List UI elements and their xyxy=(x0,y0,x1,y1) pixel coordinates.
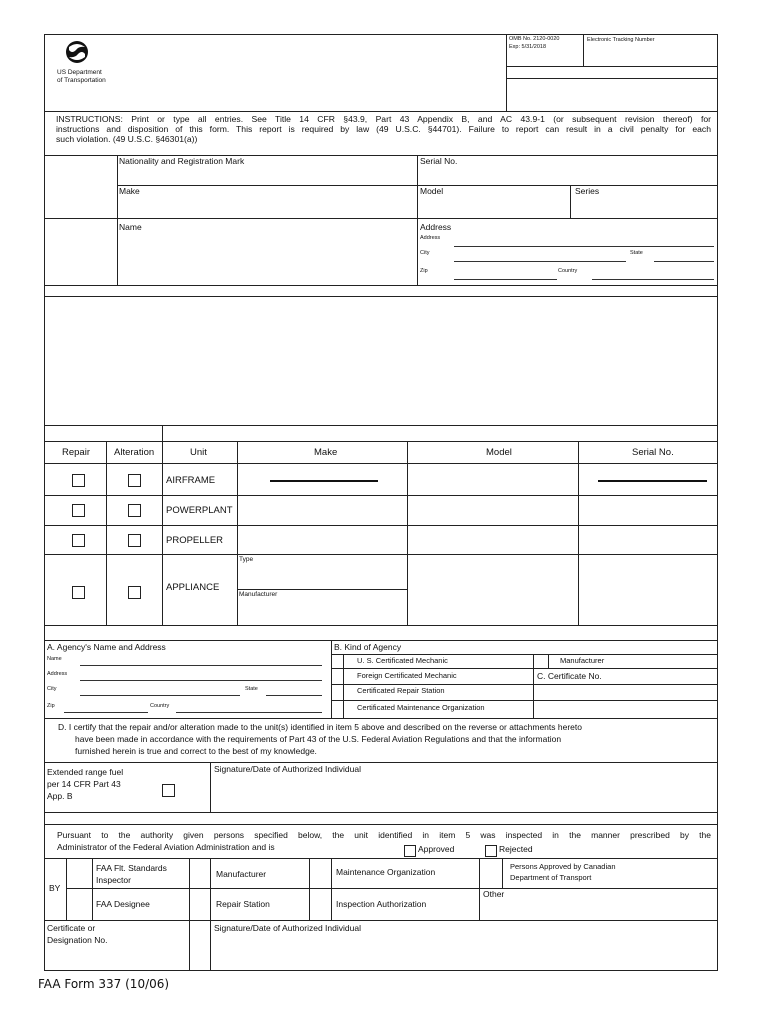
agency-address-field[interactable] xyxy=(80,680,322,681)
approval-faa-designee: FAA Designee xyxy=(96,899,150,909)
faa-flt-line1: FAA Flt. Standards xyxy=(96,863,167,873)
kind-repair-station-checkbox[interactable] xyxy=(332,685,342,699)
header-repair: Repair xyxy=(62,447,90,458)
certify-line2: have been made in accordance with the requirements of Part 43 of the U.S. Federal Aviation Regulations and that the information xyxy=(75,734,562,744)
canadian-checkbox[interactable] xyxy=(480,859,501,887)
agency-name-label: Name xyxy=(47,656,62,662)
unit-airframe: AIRFRAME xyxy=(166,475,216,486)
kind-us-mechanic-checkbox[interactable] xyxy=(332,655,342,667)
nationality-field[interactable] xyxy=(118,167,416,184)
agency-line1: US Department xyxy=(57,69,102,76)
owner-zip-field[interactable] xyxy=(454,279,557,280)
owner-address-field[interactable] xyxy=(454,246,714,247)
serial-field[interactable] xyxy=(418,167,717,184)
powerplant-alteration-checkbox[interactable] xyxy=(128,504,141,517)
owner-address-title: Address xyxy=(420,222,452,232)
header-alteration: Alteration xyxy=(114,447,155,458)
cert-designation-field[interactable] xyxy=(45,946,188,970)
owner-state-field[interactable] xyxy=(654,261,714,262)
cert-designation-line2: Designation No. xyxy=(47,935,108,945)
kind-us-mechanic: U. S. Certificated Mechanic xyxy=(357,656,448,665)
tracking-number-field[interactable] xyxy=(584,45,716,65)
header-serial: Serial No. xyxy=(632,447,674,458)
propeller-repair-checkbox[interactable] xyxy=(72,534,85,547)
rejected-checkbox[interactable] xyxy=(485,845,497,857)
model-label: Model xyxy=(420,186,444,196)
header-model: Model xyxy=(486,447,512,458)
owner-name-label: Name xyxy=(119,222,142,232)
other-field[interactable] xyxy=(481,900,717,919)
fuel-line3: App. B xyxy=(47,791,73,801)
rejected-label: Rejected xyxy=(499,844,533,854)
blank-section[interactable] xyxy=(45,297,717,424)
dot-logo-icon xyxy=(63,38,91,66)
agency-state-label: State xyxy=(245,686,258,692)
approval-repair-station: Repair Station xyxy=(216,899,270,909)
appliance-repair-checkbox[interactable] xyxy=(72,586,85,599)
agency-city-label: City xyxy=(47,686,57,692)
series-label: Series xyxy=(575,186,600,196)
owner-country-field[interactable] xyxy=(592,279,714,280)
instructions: INSTRUCTIONS: Print or type all entries. See Title 14 CFR §43.9, Part 43 Appendix B, and AC 43.9-1 (or subsequent revision thereof) for instructions and disposition of this form. This report is required by law (49 U.S.C. §44701). Failure to report can result in a civil penalty for each such violation. (49 U.S.C. §46301(a)) xyxy=(56,114,711,145)
approval-other: Other xyxy=(483,889,505,899)
signature-field-2[interactable] xyxy=(212,934,717,970)
signature-label-1: Signature/Date of Authorized Individual xyxy=(214,764,361,774)
certify-line3: furnished herein is true and correct to the best of my knowledge. xyxy=(75,746,317,756)
faa-flt-checkbox[interactable] xyxy=(67,859,91,887)
series-field[interactable] xyxy=(571,197,717,217)
owner-zip-label: Zip xyxy=(420,268,428,274)
agency-line2: of Transportation xyxy=(57,77,106,84)
agency-country-label: Country xyxy=(150,703,170,709)
header-make: Make xyxy=(314,447,338,458)
signature-label-2: Signature/Date of Authorized Individual xyxy=(214,923,361,933)
owner-country-label: Country xyxy=(558,268,578,274)
tracking-label: Electronic Tracking Number xyxy=(587,37,655,43)
unit-propeller: PROPELLER xyxy=(166,535,224,546)
repair-station-approval-checkbox[interactable] xyxy=(190,889,209,919)
approval-manufacturer: Manufacturer xyxy=(216,869,267,879)
agency-state-field[interactable] xyxy=(266,695,322,696)
appliance-type-label: Type xyxy=(239,556,254,563)
kind-manufacturer-checkbox[interactable] xyxy=(534,655,547,667)
powerplant-repair-checkbox[interactable] xyxy=(72,504,85,517)
make-field[interactable] xyxy=(118,197,416,217)
approval-line2: Administrator of the Federal Aviation Administration and is xyxy=(57,842,275,852)
airframe-serial-line xyxy=(598,480,707,482)
certify-line1: D. I certify that the repair and/or alteration made to the unit(s) identified in item 5 above and described on the reverse or attachments hereto xyxy=(58,722,582,732)
nationality-label: Nationality and Registration Mark xyxy=(119,156,245,166)
maint-org-checkbox[interactable] xyxy=(310,859,330,887)
unit-appliance: APPLIANCE xyxy=(166,582,220,593)
owner-name-field[interactable] xyxy=(118,233,416,283)
faa-flt-line2: Inspector xyxy=(96,875,131,885)
agency-zip-label: Zip xyxy=(47,703,55,709)
certificate-no-title: C. Certificate No. xyxy=(537,671,602,681)
fuel-line2: per 14 CFR Part 43 xyxy=(47,779,121,789)
owner-city-label: City xyxy=(420,250,430,256)
signature-field-1[interactable] xyxy=(212,776,717,811)
approved-checkbox[interactable] xyxy=(404,845,416,857)
airframe-alteration-checkbox[interactable] xyxy=(128,474,141,487)
approval-canadian-2: Department of Transport xyxy=(510,873,592,882)
owner-city-field[interactable] xyxy=(454,261,626,262)
faa-designee-checkbox[interactable] xyxy=(67,889,91,919)
approval-inspection-auth: Inspection Authorization xyxy=(336,899,427,909)
owner-address-label: Address xyxy=(420,235,441,241)
make-label: Make xyxy=(119,186,140,196)
kind-maintenance-org: Certificated Maintenance Organization xyxy=(357,703,485,712)
serial-label: Serial No. xyxy=(420,156,458,166)
agency-zip-field[interactable] xyxy=(64,712,148,713)
approved-label: Approved xyxy=(418,844,455,854)
extended-fuel-checkbox[interactable] xyxy=(162,784,175,797)
cert-designation-line1: Certificate or xyxy=(47,923,96,933)
form-id: FAA Form 337 (10/06) xyxy=(38,977,170,991)
omb-expiry: Exp: 5/31/2018 xyxy=(509,44,547,50)
fuel-line1: Extended range fuel xyxy=(47,767,124,777)
kind-maintenance-org-checkbox[interactable] xyxy=(332,701,342,717)
kind-foreign-mechanic-checkbox[interactable] xyxy=(332,669,342,683)
agency-city-field[interactable] xyxy=(80,695,240,696)
approval-maint-org: Maintenance Organization xyxy=(336,867,436,877)
inspection-auth-checkbox[interactable] xyxy=(310,889,330,919)
appliance-alteration-checkbox[interactable] xyxy=(128,586,141,599)
kind-repair-station: Certificated Repair Station xyxy=(357,686,445,695)
airframe-repair-checkbox[interactable] xyxy=(72,474,85,487)
approval-line1: Pursuant to the authority given persons specified below, the unit identified in item 5 was inspected in the manner prescribed by the xyxy=(57,830,711,840)
airframe-make-line xyxy=(270,480,378,482)
agency-b-title: B. Kind of Agency xyxy=(334,642,402,652)
model-field[interactable] xyxy=(418,197,569,217)
header-unit: Unit xyxy=(190,447,207,458)
agency-address-label: Address xyxy=(47,671,68,677)
agency-name-field[interactable] xyxy=(80,665,322,666)
agency-country-field[interactable] xyxy=(176,712,322,713)
agency-a-title: A. Agency's Name and Address xyxy=(47,642,166,652)
certificate-no-field[interactable] xyxy=(534,685,717,717)
kind-foreign-mechanic: Foreign Certificated Mechanic xyxy=(357,671,457,680)
propeller-alteration-checkbox[interactable] xyxy=(128,534,141,547)
by-label: BY xyxy=(49,883,61,893)
omb-number: OMB No. 2120-0020 xyxy=(509,36,560,42)
manufacturer-approval-checkbox[interactable] xyxy=(190,859,209,887)
owner-state-label: State xyxy=(630,250,643,256)
kind-manufacturer: Manufacturer xyxy=(560,656,605,665)
dot-logo xyxy=(63,38,91,66)
appliance-manufacturer-label: Manufacturer xyxy=(239,591,278,598)
unit-powerplant: POWERPLANT xyxy=(166,505,233,516)
approval-canadian-1: Persons Approved by Canadian xyxy=(510,862,616,871)
